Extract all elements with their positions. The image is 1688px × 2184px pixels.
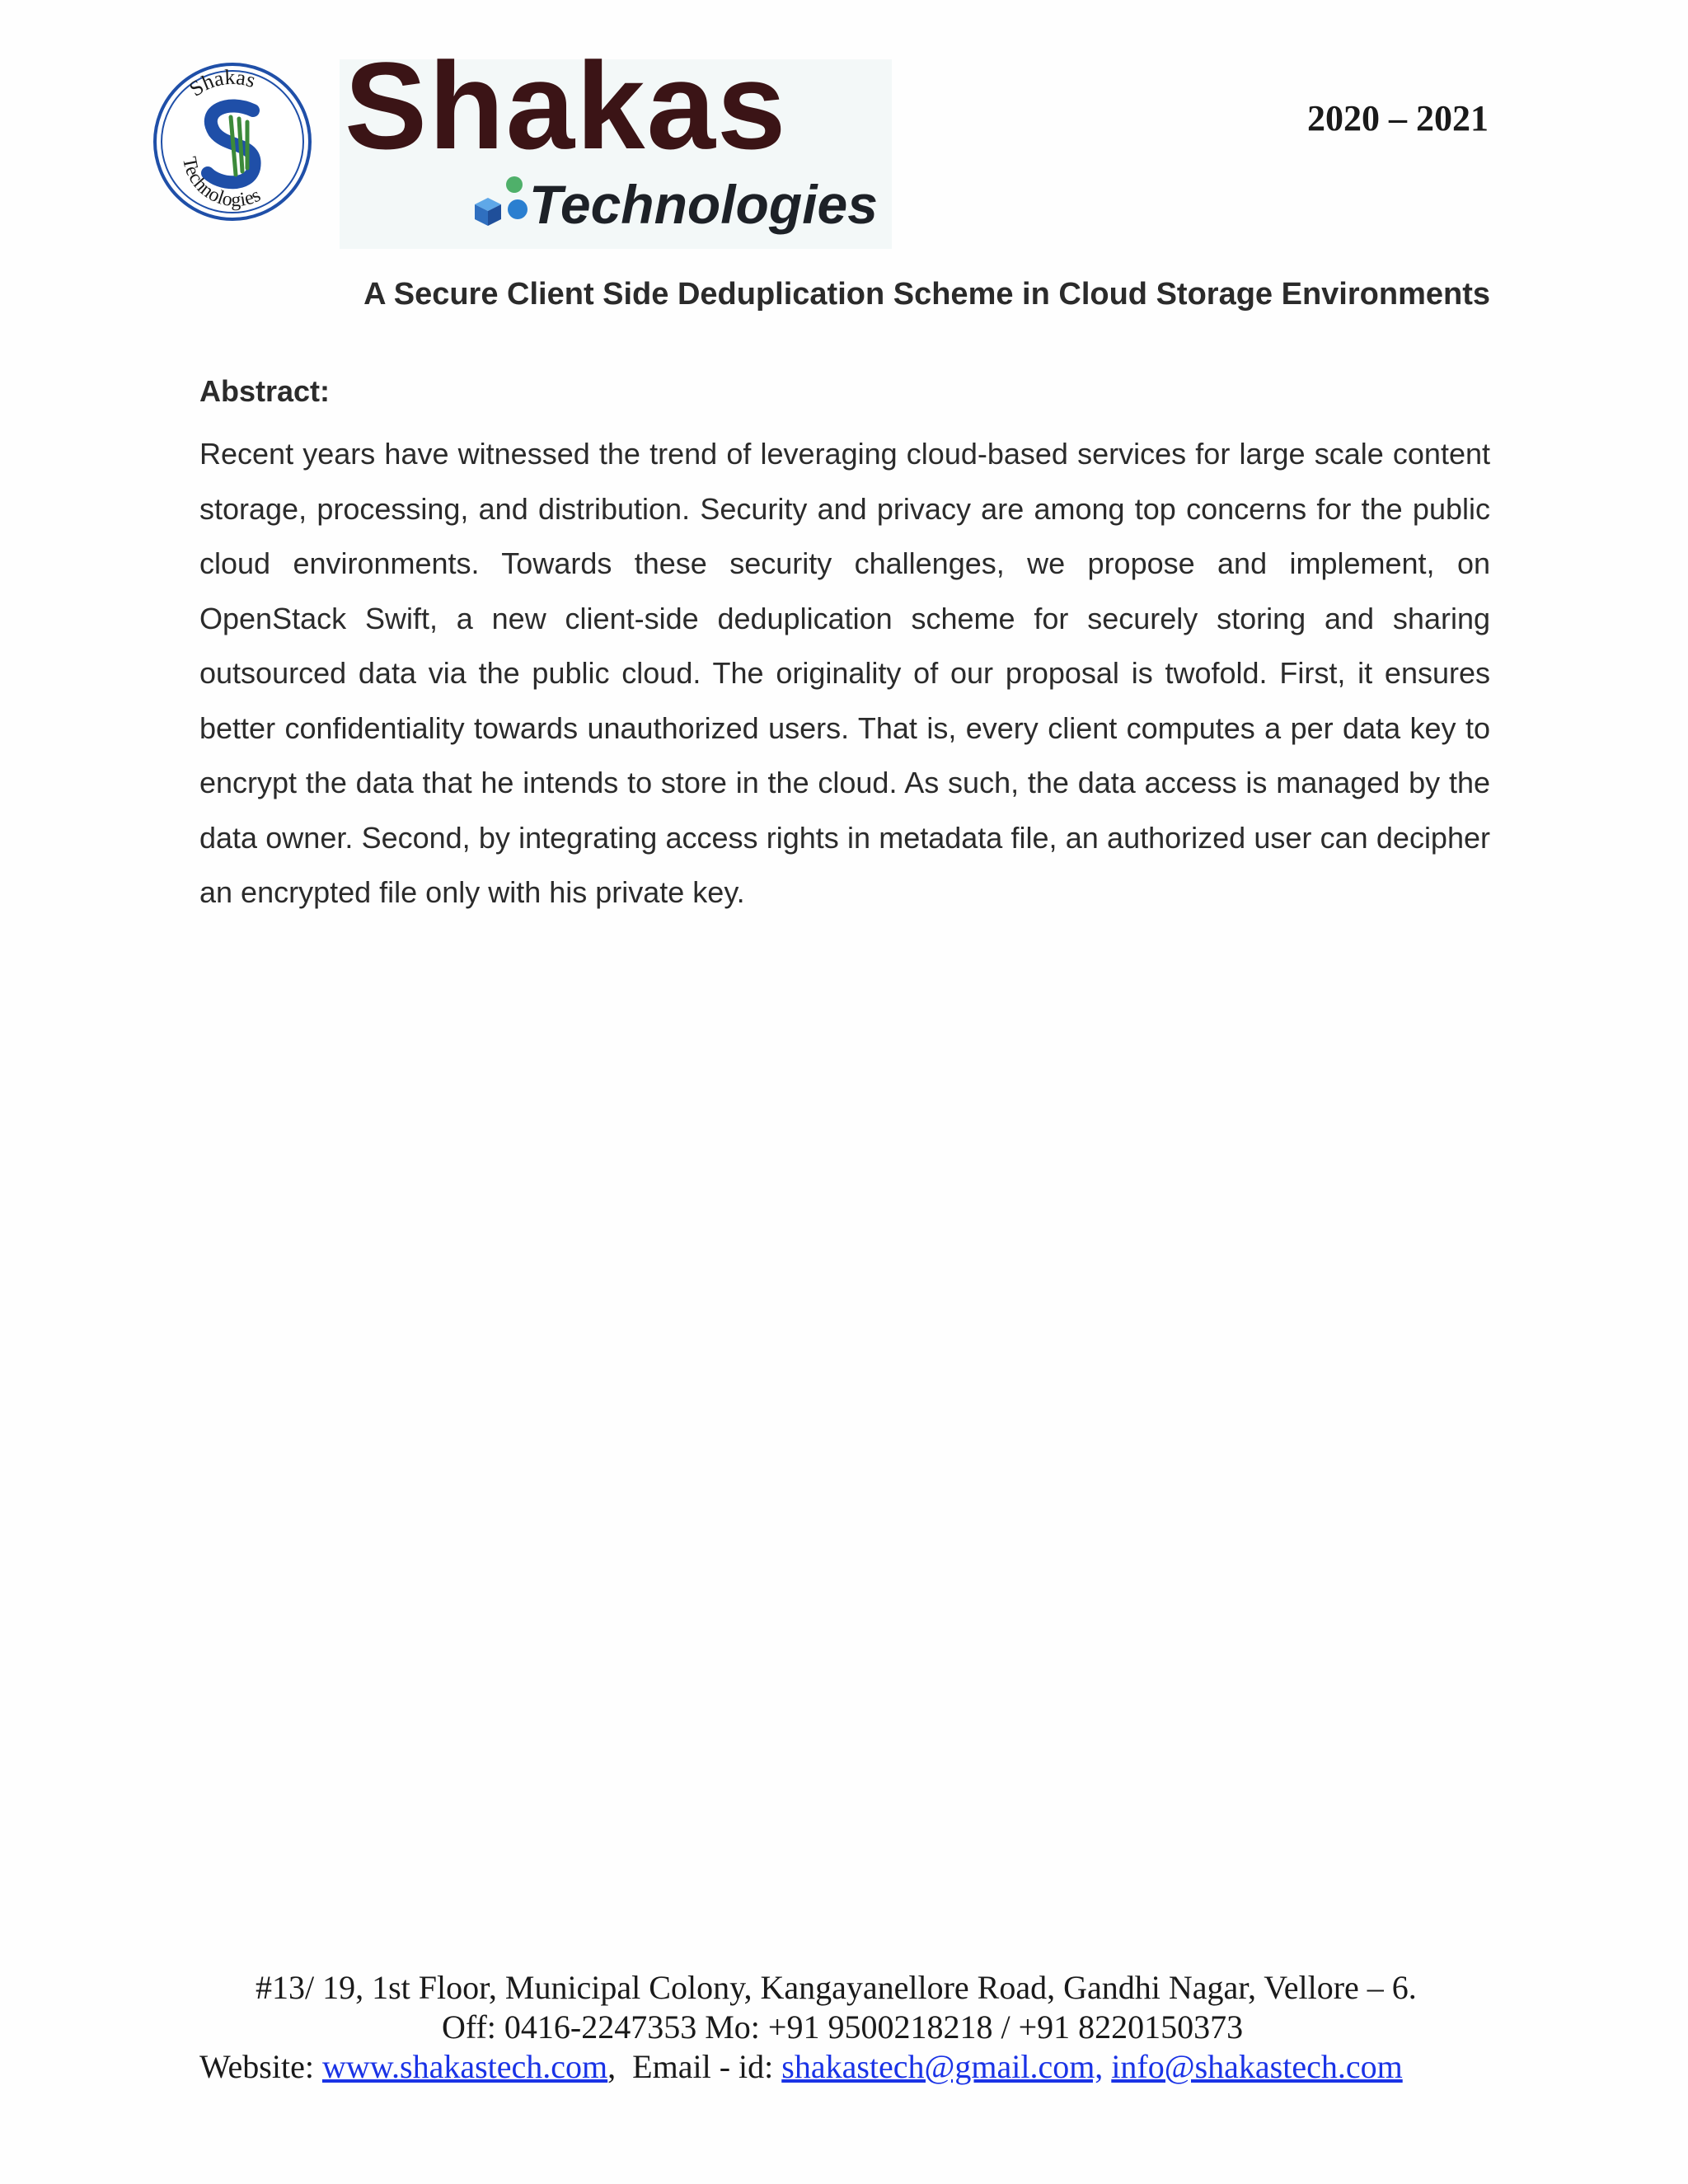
email-link-secondary[interactable]: info@shakastech.com	[1111, 2048, 1403, 2085]
academic-year: 2020 – 2021	[1307, 98, 1489, 138]
abstract-text: Recent years have witnessed the trend of leveraging cloud-based services for large scale content storage, processing, and distribution. Security and privacy are among top concerns for the public cloud environments. Towards these security challenges, we propose and implement, on OpenStack Swift, a new client-side deduplication scheme for securely storing and sharing outsourced data via the public cloud. The originality of our proposal is twofold. First, it ensures better confidentiality towards unauthorized users. That is, every client computes a per data key to encrypt the data that he intends to store in the cloud. As such, the data access is managed by the data owner. Second, by integrating access rights in metadata file, an authorized user can decipher an encrypted file only with his private key.	[199, 437, 1490, 909]
brand-subtitle: Technologies	[529, 174, 878, 235]
footer-address: #13/ 19, 1st Floor, Municipal Colony, Kangayanellore Road, Gandhi Nagar, Vellore – 6.	[256, 1969, 1417, 2006]
seal-logo-graphic	[150, 59, 315, 224]
footer-phones: Off: 0416-2247353 Mo: +91 9500218218 / +91 8220150373	[442, 2008, 1244, 2046]
brand-banner	[340, 36, 892, 249]
cube-icon	[463, 160, 529, 234]
website-label: Website:	[199, 2048, 314, 2085]
email-label: Email - id:	[632, 2048, 774, 2085]
document-title: A Secure Client Side Deduplication Scheme in Cloud Storage Environments	[363, 277, 1490, 312]
footer-contact	[199, 2047, 1403, 2087]
seal-logo	[150, 59, 315, 224]
email-link-primary[interactable]: shakastech@gmail.com,	[781, 2048, 1104, 2085]
seal-text-top: Shakas	[185, 64, 259, 101]
seal-text-bottom: Technologies	[177, 155, 265, 212]
abstract-heading: Abstract:	[199, 374, 331, 408]
brand-name: Shakas	[345, 36, 788, 175]
website-link[interactable]: www.shakastech.com	[321, 2048, 608, 2085]
contact-separator: ,	[607, 2048, 617, 2085]
